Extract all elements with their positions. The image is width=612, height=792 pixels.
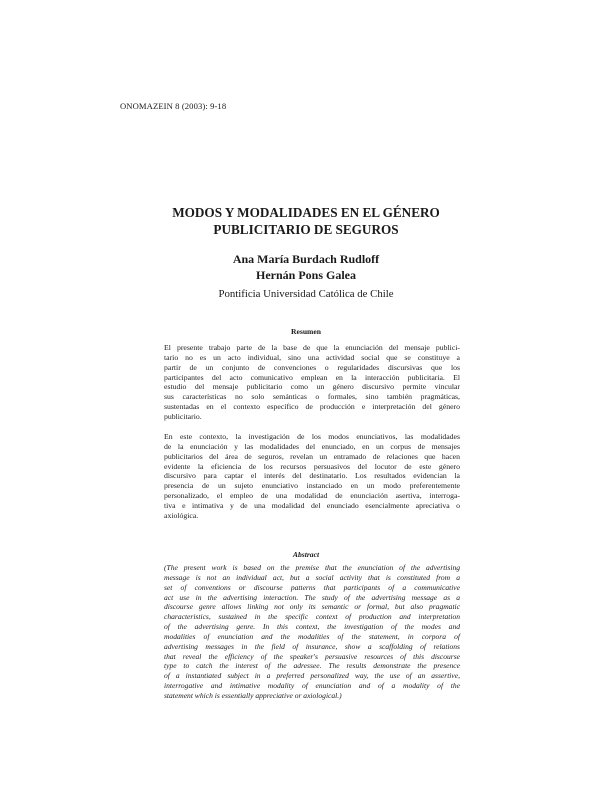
text-line: discourse genre allows linking not only its semantic or formal, but also pragmatic [164,602,460,612]
text-line: participantes del acto comunicativo emplean en la interacción publicitaria. El [164,372,460,382]
text-line: partir de un conjunto de convenciones o regularidades discursivas que los [164,362,460,372]
text-line: interrogative and intimative modality of enunciation and of a modality of the [164,681,460,691]
text-line: publicitarios del área de seguros, revelan un entramado de relaciones que hacen [164,451,460,461]
text-line: type to catch the interest of the adressee. The results demonstrate the presence [164,661,460,671]
text-line: axiológica. [164,510,199,520]
text-line: sustentadas en el contexto específico de producción e interpretación del género [164,402,460,412]
text-line: of the advertising genre. In this context, the investigation of the modes and [164,622,460,632]
resumen-paragraph-2 [164,432,460,521]
abstract-heading: Abstract [292,550,320,559]
text-line: characteristics, sustained in the specific context of production and interpretation [164,612,460,622]
text-line: of a instantiated subject in a preferred personalized way, the use of an assertive, [164,671,460,681]
text-line: message is not an individual act, but a social activity that is constituted from a [164,572,460,582]
text-line: that reveal the efficiency of the speaker's persuasive resources of this discourse [164,651,460,661]
author-2: Hernán Pons Galea [255,268,356,282]
abstract-paragraph [164,563,460,701]
affiliation: Pontificia Universidad Católica de Chile [218,288,394,300]
text-line: set of conventions or discourse patterns that participants of a communicative [164,582,460,592]
article-title-line-2: PUBLICITARIO DE SEGUROS [213,222,399,237]
text-line: tiva e intimativa y de una modalidad del enunciado esencialmente apreciativa o [164,500,460,510]
text-line: de la enunciación y las modalidades del enunciado, en un corpus de mensajes [164,441,460,451]
text-line: discursivo para captar el interés del destinatario. Los resultados evidencian la [164,471,460,481]
text-line: advertising messages in the field of insurance, show a scaffolding of relations [164,641,460,651]
resumen-heading: Resumen [291,327,321,336]
text-line: personalizado, el empleo de una modalidad de enunciación asertiva, interroga- [164,491,460,501]
text-line: presencia de un sujeto enunciativo instanciado en un modo preferentemente [164,481,460,491]
article-title-line-1: MODOS Y MODALIDADES EN EL GÉNERO [172,205,440,220]
text-line: publicitario. [164,411,202,421]
text-line: estudio del mensaje publicitario como un género discursivo permite vincular [164,382,460,392]
text-line: El presente trabajo parte de la base de que la enunciación del mensaje publici- [164,343,460,352]
text-line: sus características no solo semánticas o formales, sino también pragmáticas, [164,392,460,402]
resumen-paragraph-1 [164,343,460,422]
text-line: act use in the advertising interaction. The study of the advertising message as a [164,592,460,602]
author-1: Ana María Burdach Rudloff [232,252,380,266]
text-line: modalities of enunciation and the modalities of the statement, in corpora of [164,631,460,641]
text-line: evidente la eficiencia de los recursos persuasivos del locutor de este género [164,461,460,471]
text-line: statement which is essentially appreciative or axiological.) [164,690,342,700]
text-line: En este contexto, la investigación de los modos enunciativos, las modalidades [164,432,460,441]
text-line: tario no es un acto individual, sino una actividad social que se constituye a [164,352,460,362]
journal-citation: ONOMAZEIN 8 (2003): 9-18 [120,101,227,111]
text-line: (The present work is based on the premise that the enunciation of the advertising [164,563,460,572]
